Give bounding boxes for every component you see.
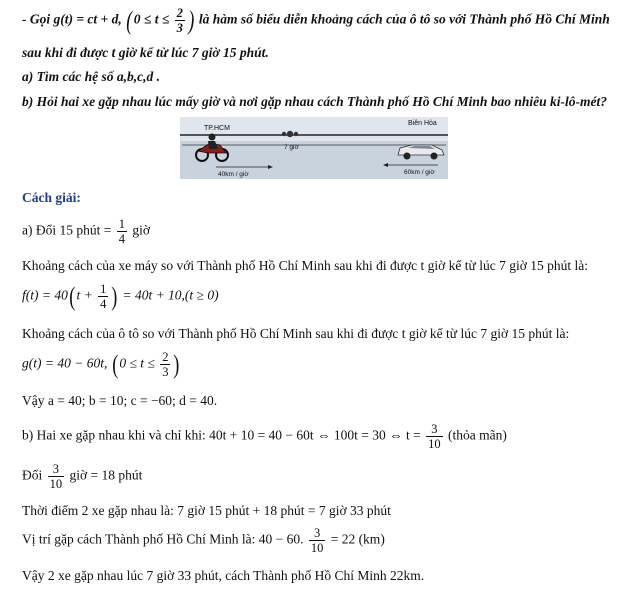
f-left-paren: ( bbox=[69, 281, 76, 311]
meet-position bbox=[22, 526, 385, 555]
f-right-paren: ) bbox=[111, 281, 118, 311]
solution-heading: Cách giải: bbox=[22, 190, 81, 205]
moto-speed-label: 40km / giờ bbox=[218, 171, 249, 178]
problem-intro bbox=[22, 6, 610, 35]
problem-part-b: b) Hỏi hai xe gặp nhau lúc mấy giờ và nơi gặp nhau cách Thành phố Hồ Chí Minh bao nhiêu ki-lô-mét? bbox=[22, 94, 607, 109]
pos-prefix: Vị trí gặp cách Thành phố Hồ Chí Minh là: 40 − 60. bbox=[22, 531, 304, 547]
left-paren: ( bbox=[126, 5, 133, 35]
interval-left: 0 ≤ t ≤ bbox=[133, 11, 170, 27]
a1-prefix: a) Đổi 15 phút = bbox=[22, 222, 112, 238]
a1-suffix: giờ bbox=[132, 222, 150, 238]
road-diagram bbox=[180, 117, 448, 179]
f-fraction: $\frac{1}{4}$ bbox=[100, 282, 107, 311]
left-city-label: TP.HCM bbox=[204, 125, 230, 132]
g-left: g(t) = 40 − 60t, bbox=[22, 355, 108, 371]
f-formula bbox=[22, 282, 219, 311]
f-inner: t + bbox=[76, 287, 93, 303]
b2-prefix: Đổi bbox=[22, 467, 43, 483]
interval-fraction: $\frac{2}{3}$ bbox=[176, 6, 183, 35]
intro-prefix: - Gọi bbox=[22, 11, 51, 27]
g-left-paren: ( bbox=[112, 349, 119, 379]
pos-suffix: = 22 (km) bbox=[330, 531, 385, 547]
center-time-label: 7 giờ bbox=[284, 144, 299, 151]
pos-fraction: $\frac{3}{10}$ bbox=[310, 526, 324, 555]
b2-suffix: giờ = 18 phút bbox=[69, 467, 143, 483]
g-formula bbox=[22, 350, 181, 379]
car-distance-text: Khoảng cách của ô tô so với Thành phố Hồ Chí Minh sau khi đi được t giờ kể từ lúc 7 giờ 15 phút là: bbox=[22, 326, 570, 341]
right-paren: ) bbox=[188, 5, 195, 35]
b1-fraction: $\frac{3}{10}$ bbox=[428, 422, 441, 451]
f-right: = 40t + 10,(t ≥ 0) bbox=[122, 287, 219, 303]
conclusion-a: Vậy a = 40; b = 10; c = −60; d = 40. bbox=[22, 393, 218, 408]
solution-b1 bbox=[22, 422, 507, 451]
meet-time: Thời điểm 2 xe gặp nhau là: 7 giờ 15 phút + 18 phút = 7 giờ 33 phút bbox=[22, 503, 391, 518]
g-fraction: $\frac{2}{3}$ bbox=[162, 350, 169, 379]
car-speed-label: 60km / giờ bbox=[404, 169, 435, 176]
problem-line2: sau khi đi được t giờ kể từ lúc 7 giờ 15 phút. bbox=[22, 45, 269, 60]
final-answer: Vậy 2 xe gặp nhau lúc 7 giờ 33 phút, cách Thành phố Hồ Chí Minh 22km. bbox=[22, 568, 425, 583]
solution-a1 bbox=[22, 217, 150, 246]
solution-b2 bbox=[22, 462, 142, 491]
g-right-paren: ) bbox=[173, 349, 180, 379]
b1-prefix: b) Hai xe gặp nhau khi và chỉ khi: 40t + 10 = 40 − 60t ⇔ 100t = 30 ⇔ t = bbox=[22, 427, 421, 443]
problem-part-a: a) Tìm các hệ số a,b,c,d . bbox=[22, 69, 160, 84]
intro-suffix: là hàm số biểu diễn khoảng cách của ô tô so với Thành phố Hồ Chí Minh bbox=[198, 11, 610, 27]
b1-suffix: (thỏa mãn) bbox=[448, 427, 507, 443]
g-definition: g(t) = ct + d, bbox=[53, 11, 122, 27]
f-left: f(t) = 40 bbox=[22, 287, 68, 303]
g-interval: 0 ≤ t ≤ bbox=[119, 355, 155, 371]
right-city-label: Biên Hòa bbox=[408, 120, 437, 127]
b2-fraction: $\frac{3}{10}$ bbox=[49, 462, 63, 491]
moto-distance-text: Khoảng cách của xe máy so với Thành phố Hồ Chí Minh sau khi đi được t giờ kể từ lúc 7 giờ 15 phút là: bbox=[22, 258, 588, 273]
a1-fraction: $\frac{1}{4}$ bbox=[118, 217, 125, 246]
